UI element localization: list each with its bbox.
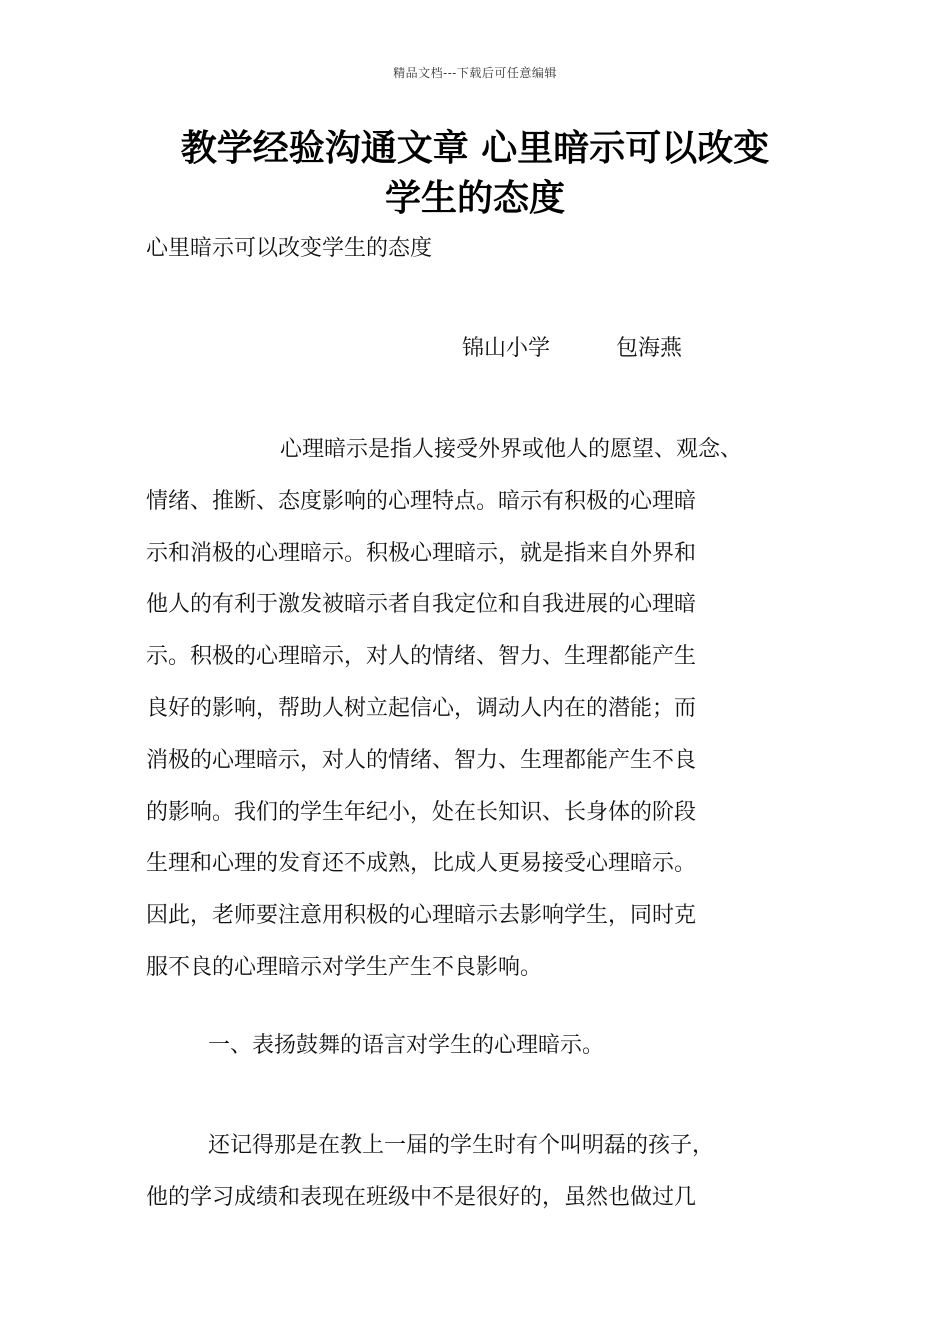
story-paragraph — [146, 1120, 826, 1224]
section-heading: 一、表扬鼓舞的语言对学生的心理暗示。 — [208, 1033, 605, 1058]
title-line-1: 教学经验沟通文章 心里暗示可以改变 — [180, 128, 770, 169]
paragraph-line: 服不良的心理暗示对学生产生不良影响。 — [146, 954, 543, 980]
paragraph-line: 他人的有利于激发被暗示者自我定位和自我进展的心理暗 — [146, 592, 697, 618]
paragraph-line: 消极的心理暗示，对人的情绪、智力、生理都能产生不良 — [146, 747, 697, 773]
byline — [462, 332, 682, 366]
paragraph-line: 示。积极的心理暗示，对人的情绪、智力、生理都能产生 — [146, 644, 697, 670]
paragraph-line: 良好的影响，帮助人树立起信心，调动人内在的潜能；而 — [146, 695, 697, 721]
byline-school: 锦山小学 — [462, 336, 551, 361]
paragraph-line: 生理和心理的发育还不成熟，比成人更易接受心理暗示。 — [146, 851, 697, 877]
paragraph-line: 因此，老师要注意用积极的心理暗示去影响学生，同时克 — [146, 903, 697, 929]
title-line-2: 学生的态度 — [384, 178, 565, 219]
document-title — [140, 124, 810, 224]
paragraph-line: 他的学习成绩和表现在班级中不是很好的，虽然也做过几 — [146, 1185, 697, 1210]
intro-paragraph — [146, 424, 826, 994]
paragraph-line: 示和消极的心理暗示。积极心理暗示，就是指来自外界和 — [146, 540, 697, 566]
document-subtitle: 心里暗示可以改变学生的态度 — [146, 236, 433, 261]
header-note: 精品文档---下载后可任意编辑 — [393, 66, 557, 80]
paragraph-line: 情绪、推断、态度影响的心理特点。暗示有积极的心理暗 — [146, 488, 697, 514]
paragraph-line: 心理暗示是指人接受外界或他人的愿望、观念、 — [280, 437, 743, 462]
paragraph-line: 还记得那是在教上一届的学生时有个叫明磊的孩子， — [208, 1133, 715, 1158]
byline-author: 包海燕 — [616, 336, 683, 361]
paragraph-line: 的影响。我们的学生年纪小，处在长知识、长身体的阶段 — [146, 799, 697, 825]
